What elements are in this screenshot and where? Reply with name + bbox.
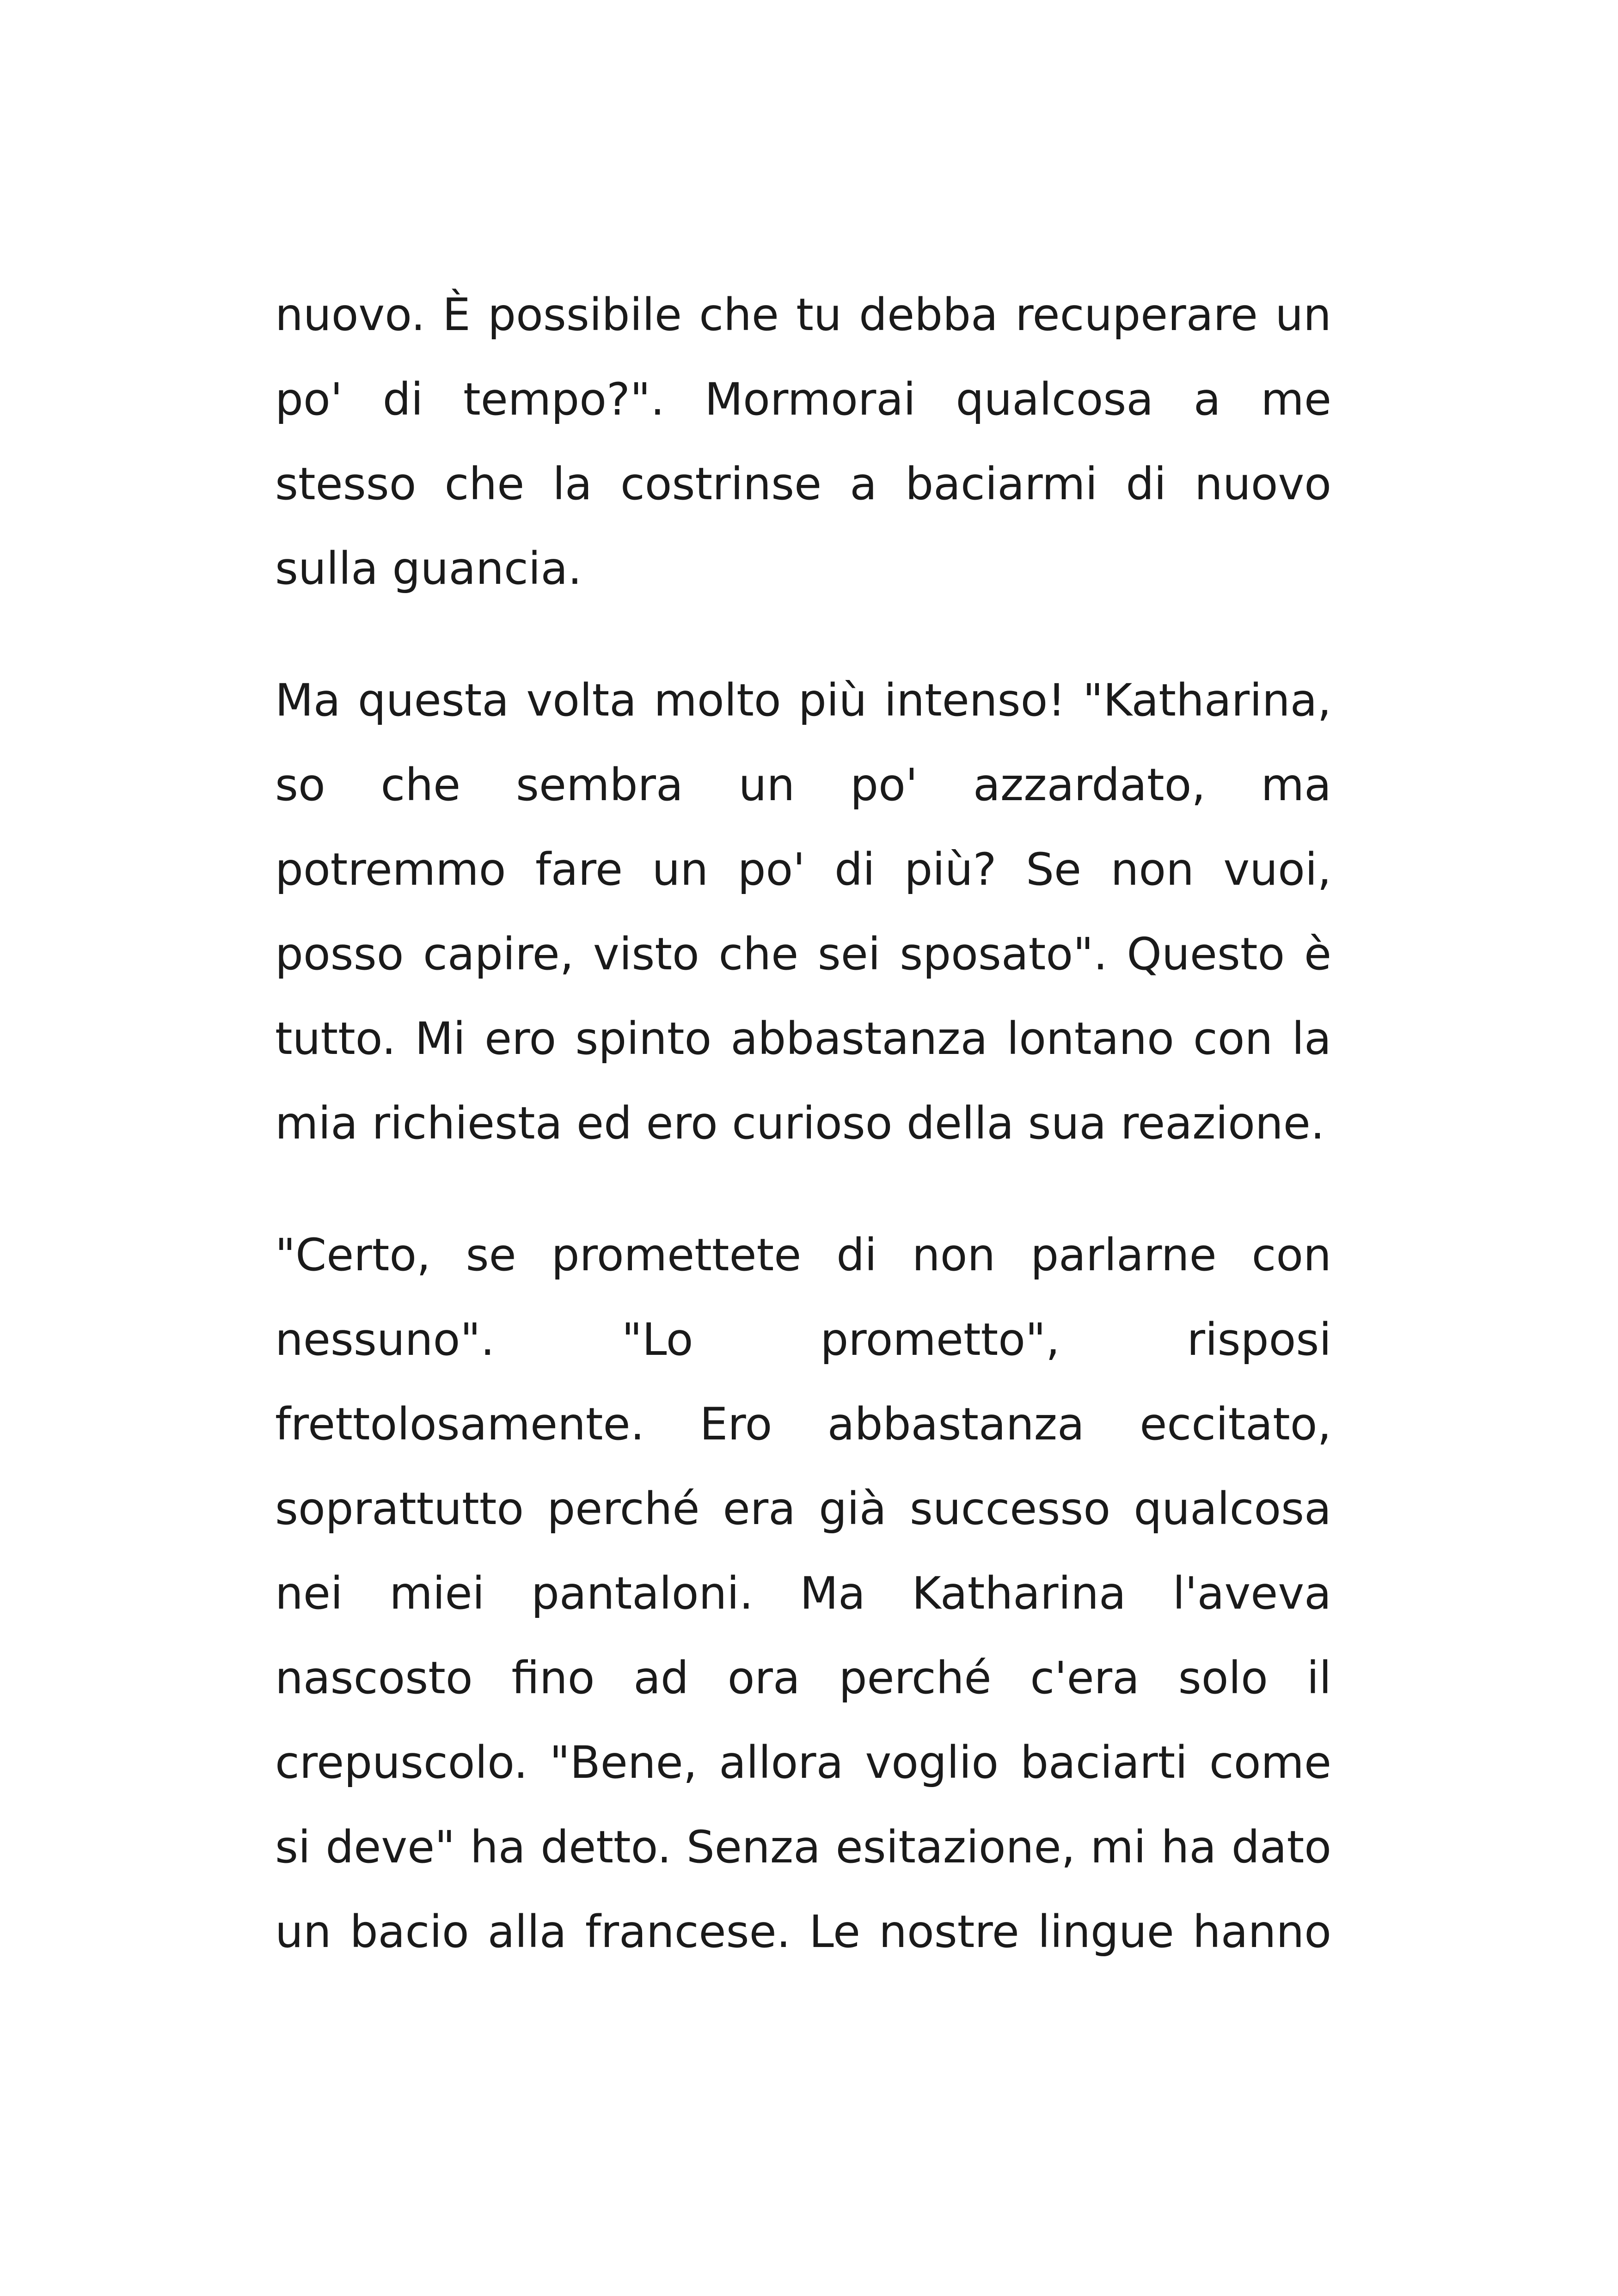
text-line: mia richiesta ed ero curioso della sua reazione. xyxy=(275,1097,1325,1149)
text-line: "Certo, se promettete di non parlarne con xyxy=(275,1229,1331,1281)
text-line: nessuno". "Lo prometto", risposi xyxy=(275,1314,1331,1365)
paragraph-gap xyxy=(275,1166,1331,1213)
text-line: posso capire, visto che sei sposato". Questo è xyxy=(275,928,1331,980)
text-line: crepuscolo. "Bene, allora voglio baciarti come xyxy=(275,1737,1331,1788)
paragraph-2 xyxy=(275,658,1331,1166)
text-line: nascosto fino ad ora perché c'era solo il xyxy=(275,1652,1331,1704)
paragraph-1 xyxy=(275,273,1331,611)
text-line: soprattutto perché era già successo qualcosa xyxy=(275,1483,1331,1535)
paragraph-3 xyxy=(275,1213,1331,1974)
text-line: Ma questa volta molto più intenso! "Katharina, xyxy=(275,674,1331,726)
text-line: nei miei pantaloni. Ma Katharina l'aveva xyxy=(275,1567,1331,1619)
text-line: so che sembra un po' azzardato, ma xyxy=(275,759,1331,811)
body-text xyxy=(275,273,1331,1974)
text-line: si deve" ha detto. Senza esitazione, mi ha dato xyxy=(275,1821,1331,1873)
text-line: frettolosamente. Ero abbastanza eccitato, xyxy=(275,1398,1331,1450)
text-line: potremmo fare un po' di più? Se non vuoi, xyxy=(275,844,1331,895)
paragraph-gap xyxy=(275,611,1331,658)
text-line: sulla guancia. xyxy=(275,543,582,594)
text-line: tutto. Mi ero spinto abbastanza lontano con la xyxy=(275,1013,1331,1065)
text-line: un bacio alla francese. Le nostre lingue hanno xyxy=(275,1906,1331,1958)
text-line: po' di tempo?". Mormorai qualcosa a me xyxy=(275,373,1331,425)
text-line: nuovo. È possibile che tu debba recuperare un xyxy=(275,289,1331,341)
text-line: stesso che la costrinse a baciarmi di nuovo xyxy=(275,458,1331,510)
